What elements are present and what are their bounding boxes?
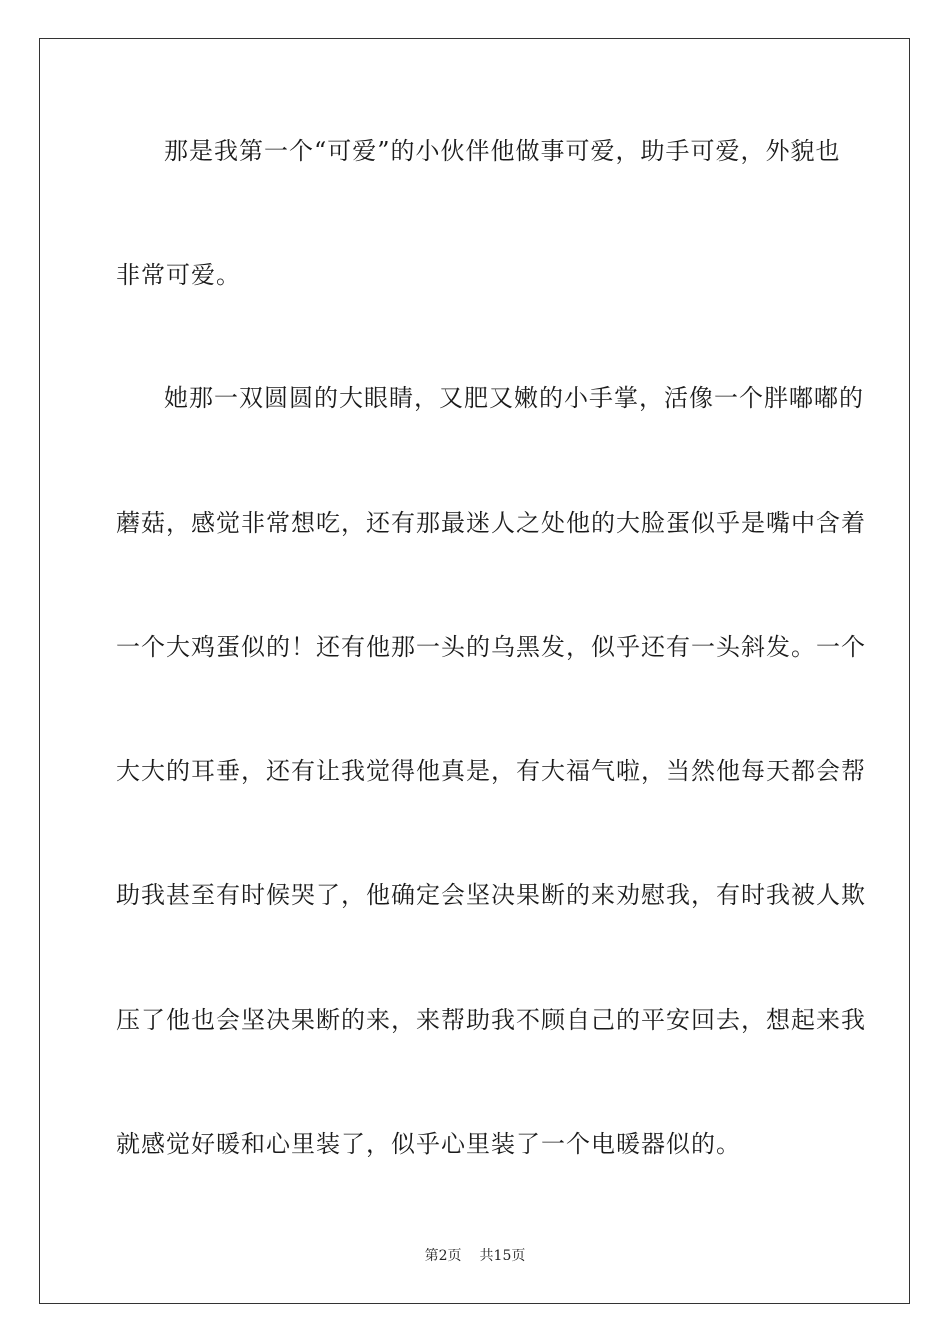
paragraph-2-line-1: 她那一双圆圆的大眼睛，又肥又嫩的小手掌，活像一个胖嘟嘟的: [164, 384, 864, 412]
paragraph-1-line-1: 那是我第一个“可爱”的小伙伴他做事可爱，助手可爱，外貌也: [164, 137, 841, 165]
total-pages: 共15页: [479, 1248, 526, 1264]
paragraph-2-line-6: 压了他也会坚决果断的来，来帮助我不顾自己的平安回去，想起来我: [116, 1006, 866, 1034]
page-border: [39, 38, 910, 1304]
paragraph-2-line-2: 蘑菇，感觉非常想吃，还有那最迷人之处他的大脸蛋似乎是嘴中含着: [116, 509, 866, 537]
paragraph-1-line-2: 非常可爱。: [116, 261, 241, 289]
paragraph-2-line-4: 大大的耳垂，还有让我觉得他真是，有大福气啦，当然他每天都会帮: [116, 757, 866, 785]
paragraph-2-line-7: 就感觉好暖和心里装了，似乎心里装了一个电暖器似的。: [116, 1130, 741, 1158]
paragraph-2-line-5: 助我甚至有时候哭了，他确定会坚决果断的来劝慰我，有时我被人欺: [116, 881, 866, 909]
paragraph-2-line-3: 一个大鸡蛋似的！还有他那一头的乌黑发，似乎还有一头斜发。一个: [116, 633, 866, 661]
page-number: 第2页: [424, 1248, 462, 1264]
page-footer: [0, 1247, 950, 1265]
